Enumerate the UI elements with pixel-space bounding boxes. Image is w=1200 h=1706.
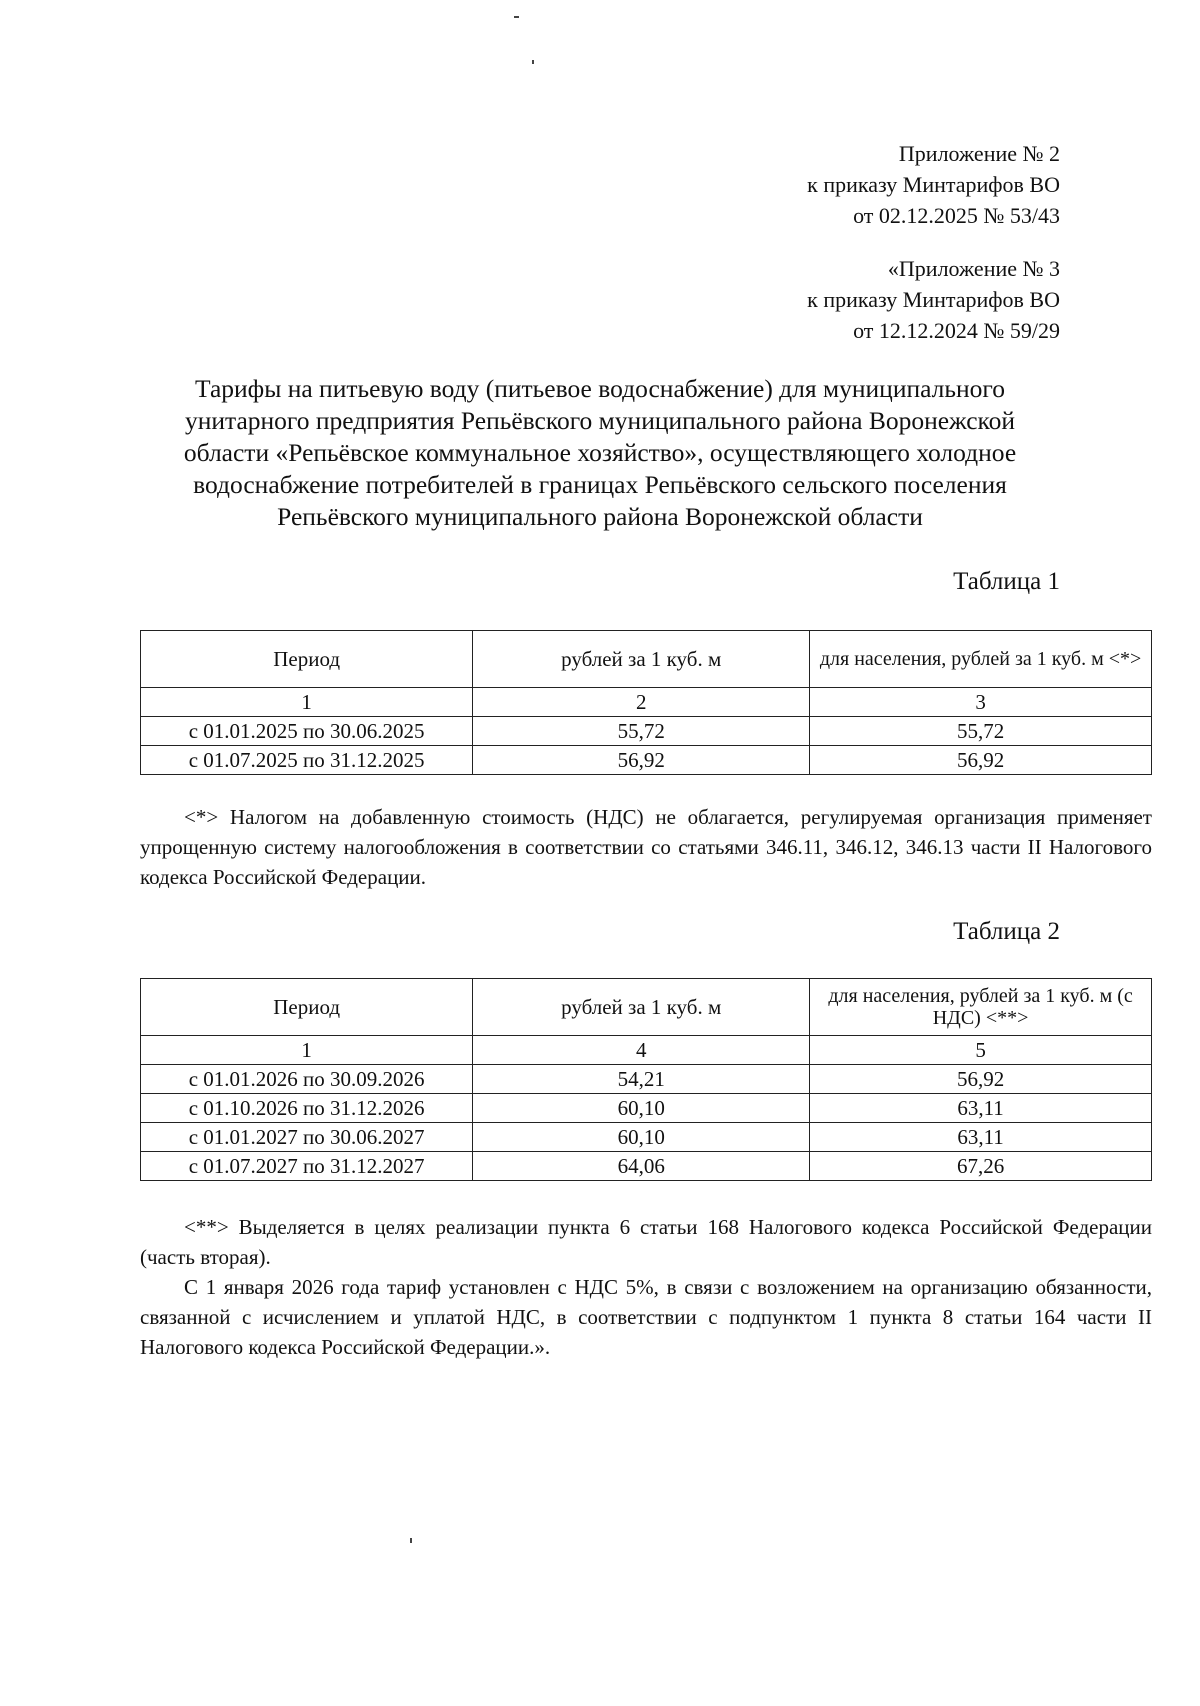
population-tariff-cell: 55,72	[810, 717, 1152, 746]
column-number: 1	[141, 688, 473, 717]
table-column-numbers-row	[141, 1036, 1152, 1065]
table-row	[141, 1094, 1152, 1123]
column-number: 2	[473, 688, 810, 717]
table-row	[141, 1123, 1152, 1152]
tariff-cell: 54,21	[473, 1065, 810, 1094]
footnote-vat-exempt: <*> Налогом на добавленную стоимость (НДС) не облагается, регулируемая организация применяет упрощенную систему налогообложения в соответствии со статьями 346.11, 346.12, 346.13 части II Налогового кодекса Российской Федерации.	[140, 805, 1152, 889]
column-number: 4	[473, 1036, 810, 1065]
population-tariff-cell: 56,92	[810, 746, 1152, 775]
header-population-rub-per-m3: для населения, рублей за 1 куб. м <*>	[810, 631, 1152, 688]
table-1-label: Таблица 1	[953, 568, 1060, 595]
header-period: Период	[141, 979, 473, 1036]
period-cell: с 01.07.2027 по 31.12.2027	[141, 1152, 473, 1181]
table-column-numbers-row	[141, 688, 1152, 717]
note-vat-5-percent: С 1 января 2026 года тариф установлен с НДС 5%, в связи с возложением на организацию обязанности, связанной с исчислением и уплатой НДС, в соответствии с подпунктом 1 пункта 8 статьи 164 части II Налогового кодекса Российской Федерации.».	[140, 1275, 1152, 1359]
tariff-cell: 56,92	[473, 746, 810, 775]
table-row	[141, 1065, 1152, 1094]
tariff-cell: 64,06	[473, 1152, 810, 1181]
column-number: 1	[141, 1036, 473, 1065]
appendix-order-ref: к приказу Минтарифов ВО	[807, 287, 1060, 312]
appendix-header-current	[807, 138, 1060, 231]
header-rub-per-m3: рублей за 1 куб. м	[473, 979, 810, 1036]
appendix-order-date: от 02.12.2025 № 53/43	[853, 203, 1060, 228]
period-cell: с 01.01.2026 по 30.09.2026	[141, 1065, 473, 1094]
tariff-table-2	[140, 978, 1152, 1181]
population-tariff-cell: 67,26	[810, 1152, 1152, 1181]
header-period: Период	[141, 631, 473, 688]
period-cell: с 01.10.2026 по 31.12.2026	[141, 1094, 473, 1123]
tariff-cell: 55,72	[473, 717, 810, 746]
period-cell: с 01.07.2025 по 31.12.2025	[141, 746, 473, 775]
period-cell: с 01.01.2027 по 30.06.2027	[141, 1123, 473, 1152]
scan-speck	[532, 60, 534, 64]
header-rub-per-m3: рублей за 1 куб. м	[473, 631, 810, 688]
population-tariff-cell: 63,11	[810, 1123, 1152, 1152]
table-row	[141, 717, 1152, 746]
table-row	[141, 746, 1152, 775]
header-population-rub-per-m3-vat: для населения, рублей за 1 куб. м (с НДС) <**>	[810, 979, 1152, 1036]
population-tariff-cell: 63,11	[810, 1094, 1152, 1123]
table-2-label: Таблица 2	[953, 918, 1060, 945]
table-header-row	[141, 979, 1152, 1036]
scan-speck	[410, 1538, 412, 1543]
appendix-number: «Приложение № 3	[887, 256, 1060, 281]
table-header-row	[141, 631, 1152, 688]
appendix-order-ref: к приказу Минтарифов ВО	[807, 172, 1060, 197]
tariff-table-1	[140, 630, 1152, 775]
tariff-cell: 60,10	[473, 1123, 810, 1152]
appendix-number: Приложение № 2	[898, 141, 1060, 166]
scan-speck	[514, 16, 519, 18]
table-row	[141, 1152, 1152, 1181]
population-tariff-cell: 56,92	[810, 1065, 1152, 1094]
document-title: Тарифы на питьевую воду (питьевое водоснабжение) для муниципального унитарного предприятия Репьёвского муниципального района Воронежской области «Репьёвское коммунальное хозяйство», осуществляющего холодное водоснабжение потребителей в границах Репьёвского сельского поселения Репьёвского муниципального района Воронежской области	[183, 374, 1017, 531]
appendix-header-original	[807, 253, 1060, 346]
appendix-order-date: от 12.12.2024 № 59/29	[853, 318, 1060, 343]
column-number: 3	[810, 688, 1152, 717]
column-number: 5	[810, 1036, 1152, 1065]
footnote-vat-allocation: <**> Выделяется в целях реализации пункта 6 статьи 168 Налогового кодекса Российской Федерации (часть вторая).	[140, 1215, 1152, 1269]
tariff-cell: 60,10	[473, 1094, 810, 1123]
period-cell: с 01.01.2025 по 30.06.2025	[141, 717, 473, 746]
